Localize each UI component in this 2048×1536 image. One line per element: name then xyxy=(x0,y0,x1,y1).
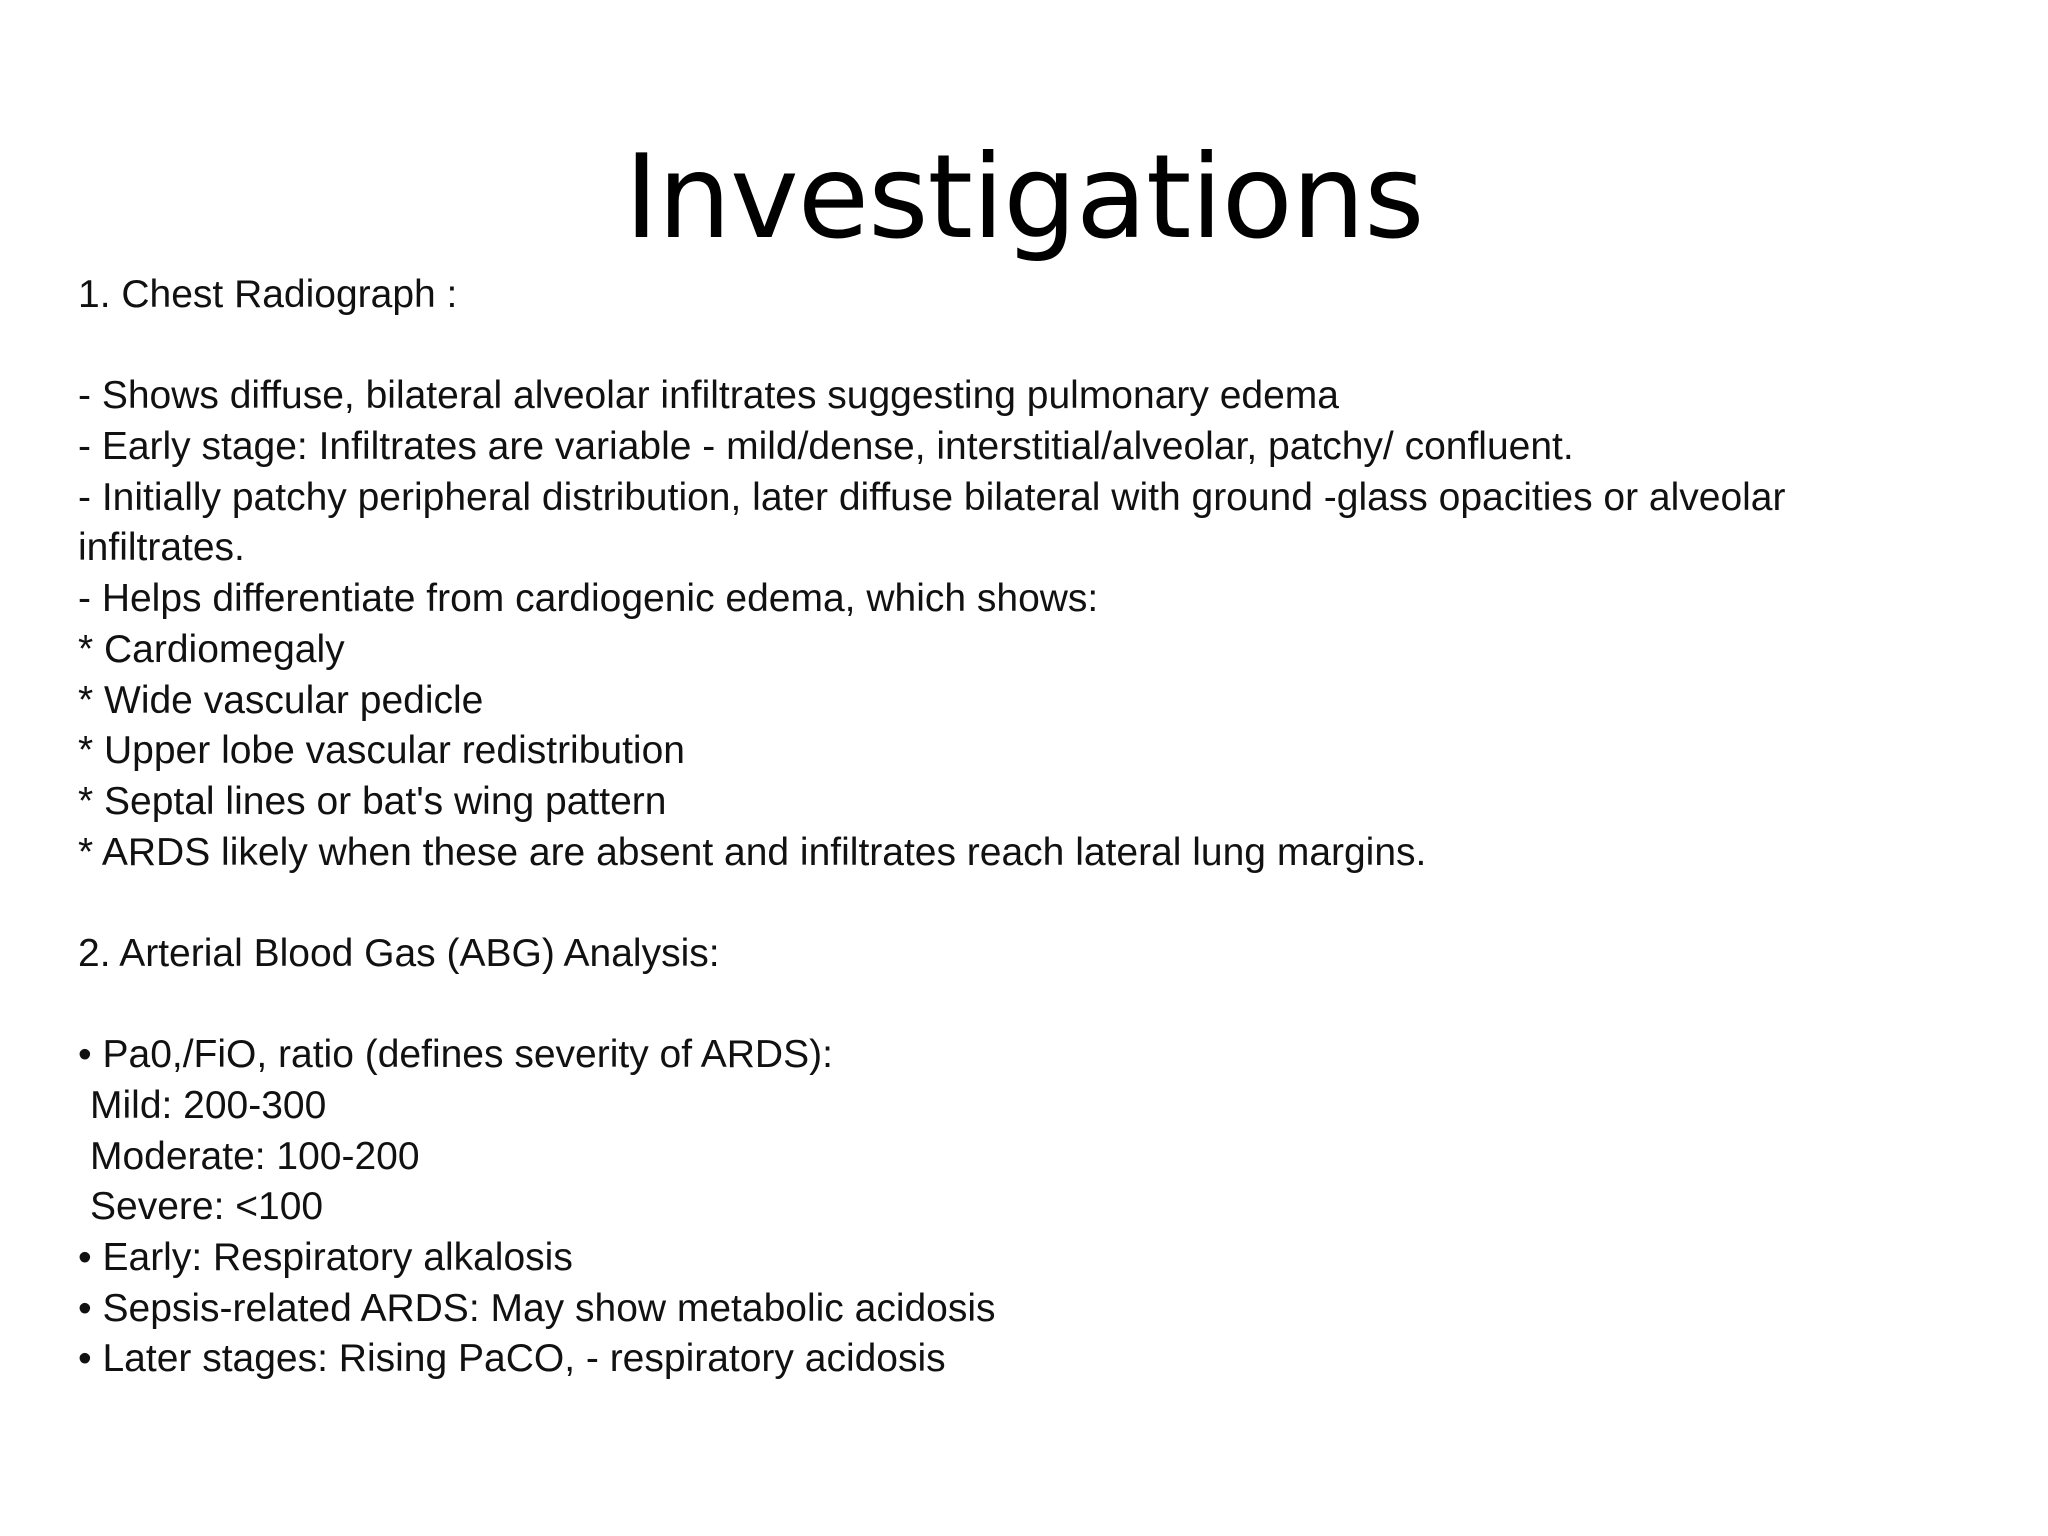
list-item-continuation: infiltrates. xyxy=(78,526,245,570)
sub-list-item: * Cardiomegaly xyxy=(78,627,345,671)
sub-list-item: * ARDS likely when these are absent and infiltrates reach lateral lung margins. xyxy=(78,830,1427,874)
sub-list-item: * Upper lobe vascular redistribution xyxy=(78,729,685,773)
list-item: - Helps differentiate from cardiogenic edema, which shows: xyxy=(78,577,1099,621)
list-item: - Early stage: Infiltrates are variable - mild/dense, interstitial/alveolar, patchy/ confluent. xyxy=(78,425,1574,469)
section-heading-chest-radiograph: 1. Chest Radiograph : xyxy=(78,273,458,316)
list-item: - Initially patchy peripheral distribution, later diffuse bilateral with ground -glass opacities or alveolar xyxy=(78,475,1786,519)
bullet-item: • Later stages: Rising PaCO, - respiratory acidosis xyxy=(78,1337,946,1381)
slide-title: Investigations xyxy=(624,130,1424,265)
bullet-item: • Pa0,/FiO, ratio (defines severity of ARDS): xyxy=(78,1033,833,1077)
slide-body xyxy=(78,270,1978,1385)
bullet-item: • Early: Respiratory alkalosis xyxy=(78,1236,573,1280)
sub-list-item: * Septal lines or bat's wing pattern xyxy=(78,779,667,823)
severity-item: Severe: <100 xyxy=(90,1185,324,1229)
bullet-item: • Sepsis-related ARDS: May show metabolic acidosis xyxy=(78,1286,996,1330)
list-item: - Shows diffuse, bilateral alveolar infiltrates suggesting pulmonary edema xyxy=(78,374,1339,418)
severity-item: Mild: 200-300 xyxy=(90,1084,327,1127)
blank-line xyxy=(78,878,1978,929)
section-heading-abg-analysis: 2. Arterial Blood Gas (ABG) Analysis: xyxy=(78,931,720,975)
severity-item: Moderate: 100-200 xyxy=(90,1134,420,1178)
blank-line xyxy=(78,980,1978,1031)
blank-line xyxy=(78,321,1978,372)
sub-list-item: * Wide vascular pedicle xyxy=(78,678,484,722)
